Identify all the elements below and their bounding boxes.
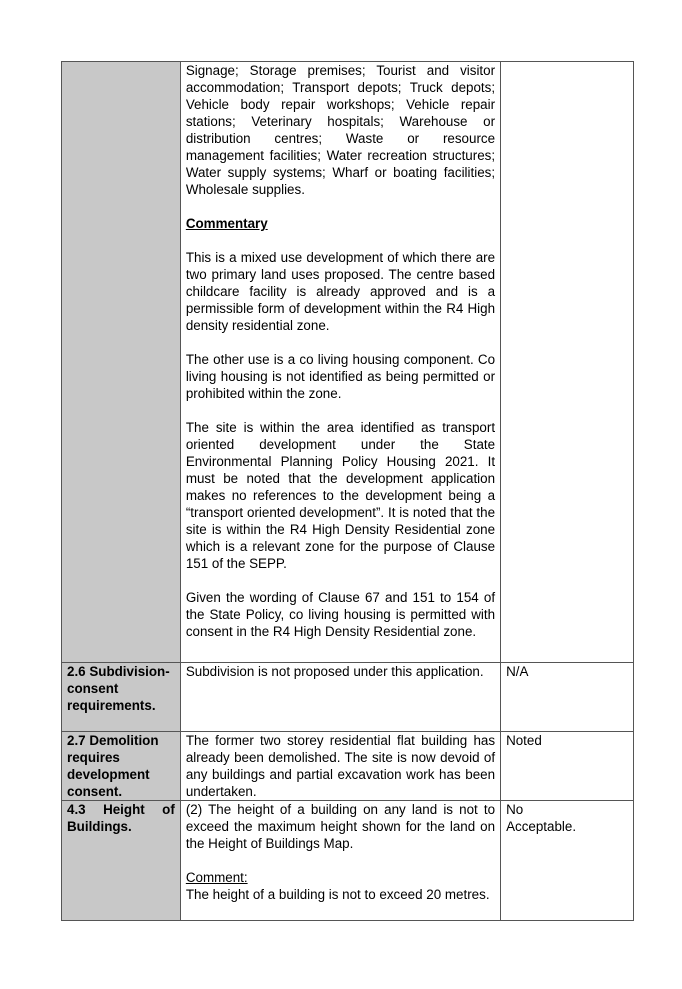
permitted-uses-text: Signage; Storage premises; Tourist and visitor accommodation; Transport depots; Truck depots; Vehicle body repair workshops; Vehicle repair stations; Veterinary hospitals; Warehouse or distribution centres; Waste or resource management facilities; Water recreation structures; Water supply systems; Wharf or boating facilities; Wholesale supplies. <box>185 63 496 197</box>
assessment-table <box>61 61 634 921</box>
table-row <box>62 732 634 801</box>
commentary-heading: Commentary <box>185 216 268 231</box>
commentary-paragraph: The site is within the area identified as transport oriented development under the State Environmental Planning Policy Housing 2021. It must be noted that the development application makes no references to the development being a “transport oriented development”. It is noted that the site is within the R4 High Density Residential zone which is a relevant zone for the purpose of Clause 151 of the SEPP. <box>185 420 496 571</box>
clause-cell <box>62 663 181 732</box>
status-cell <box>501 663 634 732</box>
table-row <box>62 663 634 732</box>
assessment-text: (2) The height of a building on any land is not to exceed the maximum height shown for the land on the Height of Buildings Map. <box>185 802 496 851</box>
assessment-text: The former two storey residential flat building has already been demolished. The site is now devoid of any buildings and partial excavation work has been undertaken. <box>185 733 496 799</box>
clause-label: 2.7 Demolition requires development consent. <box>67 733 159 799</box>
table-row <box>62 62 634 663</box>
commentary-paragraph: The other use is a co living housing component. Co living housing is not identified as being permitted or prohibited within the zone. <box>185 352 496 401</box>
status-text: No Acceptable. <box>506 802 577 834</box>
clause-label: 4.3 Height of Buildings. <box>67 802 175 834</box>
assessment-cell <box>180 801 500 921</box>
status-text: N/A <box>506 664 529 679</box>
status-cell <box>501 732 634 801</box>
clause-label: 2.6 Subdivision-consent requirements. <box>67 664 170 713</box>
clause-cell <box>62 732 181 801</box>
commentary-paragraph: This is a mixed use development of which there are two primary land uses proposed. The centre based childcare facility is already approved and is a permissible form of development within the R4 High density residential zone. <box>185 250 496 333</box>
comment-label: Comment: <box>185 870 248 885</box>
assessment-text: Subdivision is not proposed under this application. <box>185 664 484 679</box>
table-row <box>62 801 634 921</box>
status-text: Noted <box>506 733 542 748</box>
status-cell <box>501 801 634 921</box>
commentary-paragraph: Given the wording of Clause 67 and 151 to 154 of the State Policy, co living housing is permitted with consent in the R4 High Density Residential zone. <box>185 590 496 639</box>
comment-text: The height of a building is not to exceed 20 metres. <box>185 887 490 902</box>
assessment-cell <box>180 62 500 663</box>
clause-cell <box>62 801 181 921</box>
clause-cell <box>62 62 181 663</box>
status-cell <box>501 62 634 663</box>
assessment-cell <box>180 663 500 732</box>
assessment-cell <box>180 732 500 801</box>
